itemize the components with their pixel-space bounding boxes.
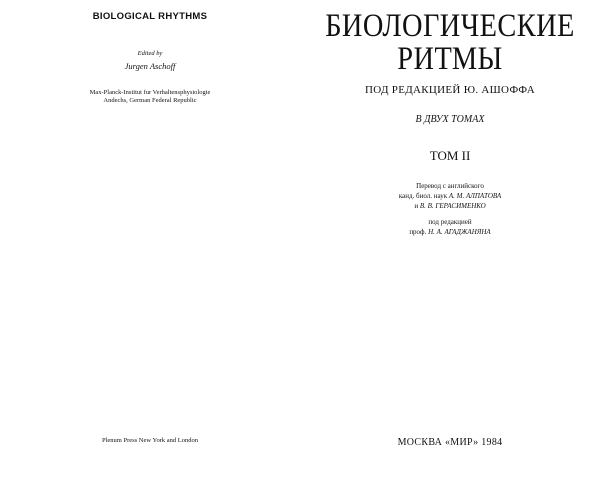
translator-1	[300, 192, 600, 200]
russian-editor	[300, 228, 600, 236]
translator-2-conjunction: и	[414, 202, 419, 210]
editor-affiliation-line2: Andechs, German Federal Republic	[103, 97, 197, 104]
right-page	[300, 0, 600, 481]
russian-editor-line: ПОД РЕДАКЦИЕЙ Ю. АШОФФА	[365, 84, 535, 96]
volumes-count: В ДВУХ ТОМАХ	[415, 114, 485, 125]
under-editorship-label: под редакцией	[428, 218, 472, 226]
translator-2	[300, 202, 600, 210]
translation-label: Перевод с английского	[416, 182, 484, 190]
russian-editor-name: Н. А. АГАДЖАНЯНА	[428, 228, 491, 236]
editor-name: Jurgen Aschoff	[124, 61, 176, 71]
english-publisher: Plenum Press New York and London	[101, 437, 199, 444]
russian-book-title-line1: БИОЛОГИЧЕСКИЕ	[325, 8, 575, 44]
russian-book-title-line2: РИТМЫ	[397, 41, 503, 77]
russian-imprint: МОСКВА «МИР» 1984	[397, 437, 503, 448]
translator-2-name: В. В. ГЕРАСИМЕНКО	[419, 202, 486, 210]
edited-by-label: Edited by	[137, 50, 163, 57]
russian-editor-title: проф.	[409, 228, 427, 236]
volume-number: ТОМ II	[429, 148, 471, 163]
translator-1-degree: канд. биол. наук	[398, 192, 448, 200]
english-book-title: BIOLOGICAL RHYTHMS	[92, 11, 208, 22]
editor-affiliation-line1: Max-Planck-Institut fur Verhaltensphysiologie	[89, 89, 211, 96]
translator-1-name: А. М. АЛПАТОВА	[448, 192, 502, 200]
